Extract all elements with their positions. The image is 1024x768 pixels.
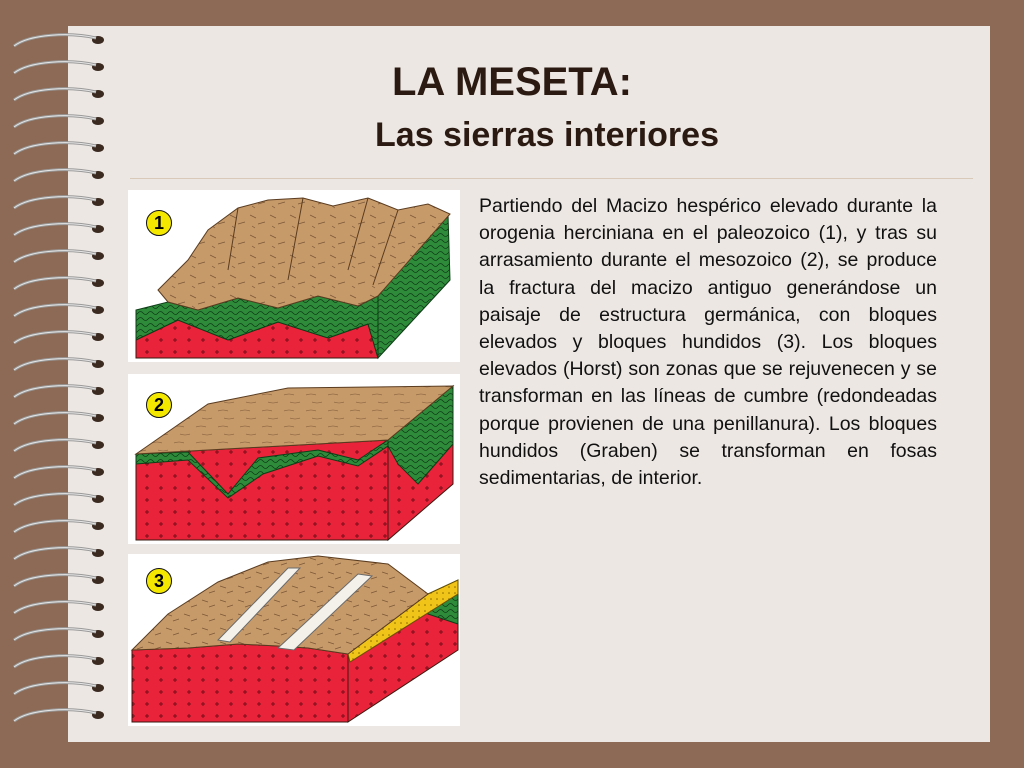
figure-badge-2: 2 [146, 392, 172, 418]
slide-subtitle: Las sierras interiores [375, 116, 719, 154]
figure-badge-3: 3 [146, 568, 172, 594]
slide-title: LA MESETA: [392, 60, 632, 104]
description-paragraph: Partiendo del Macizo hespérico elevado durante la orogenia herciniana en el paleozoico (1), y tras su arrasamiento durante el mesozoico (2), se produce la fractura del macizo antiguo generándose un paisaje de estructura germánica, con bloques elevados y bloques hundidos (3). Los bloques elevados (Horst) son zonas que se rejuvenecen y se transforman en las líneas de cumbre (redondeadas porque provienen de una penillanura). Los bloques hundidos (Graben) se transforman en fosas sedimentarias, de interior. [479, 195, 937, 490]
block-diagram-1 [128, 190, 460, 362]
block-diagram-3 [128, 554, 460, 726]
block-diagram-2 [128, 374, 460, 544]
peneplain-illustration [128, 374, 460, 544]
figure-badge-1: 1 [146, 210, 172, 236]
horst-graben-illustration [128, 554, 460, 726]
title-divider [130, 178, 973, 179]
folded-massif-illustration [128, 190, 460, 362]
